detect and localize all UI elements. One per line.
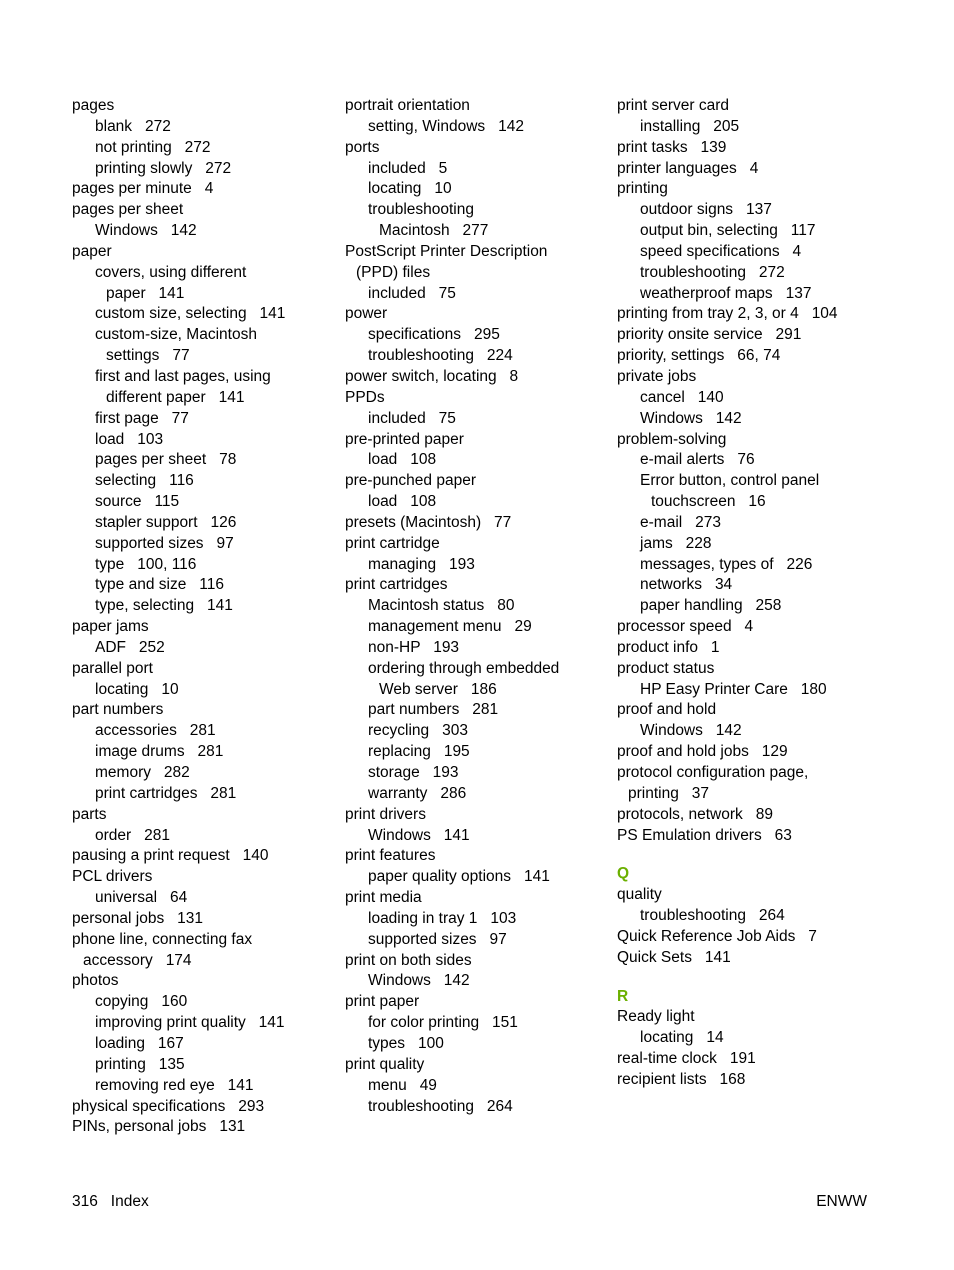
index-entry: parallel port — [72, 659, 153, 677]
index-letter-heading: R — [617, 987, 629, 1005]
index-subentry: load 108 — [368, 493, 437, 511]
index-subentry: supported sizes 97 — [95, 534, 234, 552]
index-entry: proof and hold jobs 129 — [617, 743, 788, 761]
index-subentry: included 75 — [368, 284, 456, 302]
index-entry: photos — [72, 972, 119, 990]
index-subentry: Web server 186 — [379, 680, 497, 698]
index-subentry: output bin, selecting 117 — [640, 222, 816, 240]
index-subentry: loading in tray 1 103 — [368, 909, 517, 927]
index-subentry: management menu 29 — [368, 618, 532, 636]
index-subentry: specifications 295 — [368, 326, 500, 344]
index-subentry: messages, types of 226 — [640, 555, 813, 573]
index-entry: PCL drivers — [72, 868, 153, 886]
index-subentry: troubleshooting 264 — [640, 907, 785, 925]
index-subentry: weatherproof maps 137 — [640, 284, 812, 302]
index-subentry: non-HP 193 — [368, 638, 460, 656]
index-entry: product info 1 — [617, 638, 720, 656]
index-subentry: jams 228 — [640, 534, 712, 552]
index-letter-heading: Q — [617, 865, 630, 883]
index-subentry: included 75 — [368, 409, 456, 427]
index-subentry: Windows 142 — [368, 972, 470, 990]
index-entry: protocol configuration page, — [617, 764, 809, 781]
index-subentry: memory 282 — [95, 764, 190, 781]
index-entry: physical specifications 293 — [72, 1097, 265, 1115]
index-entry: phone line, connecting fax — [72, 930, 253, 948]
index-subentry: Windows 142 — [640, 409, 742, 427]
index-subentry: source 115 — [95, 493, 180, 511]
index-subentry: Macintosh 277 — [379, 222, 489, 240]
index-entry: recipient lists 168 — [617, 1070, 746, 1088]
index-subentry: type, selecting 141 — [95, 597, 233, 615]
index-subentry: improving print quality 141 — [95, 1014, 285, 1032]
index-entry: protocols, network 89 — [617, 805, 773, 823]
index-subentry: paper handling 258 — [640, 597, 782, 615]
index-subentry: troubleshooting 224 — [368, 347, 513, 365]
index-subentry: loading 167 — [95, 1034, 184, 1052]
index-entry: printing from tray 2, 3, or 4 104 — [617, 305, 838, 323]
index-subentry: troubleshooting 272 — [640, 263, 785, 281]
index-entry: pre-punched paper — [345, 472, 476, 490]
index-subentry: covers, using different — [95, 263, 247, 281]
index-entry: pages per sheet — [72, 201, 184, 219]
index-entry: print quality — [345, 1055, 425, 1073]
index-entry: power — [345, 305, 388, 323]
index-subentry: troubleshooting — [368, 201, 474, 219]
index-entry: ports — [345, 138, 380, 156]
index-subentry: blank 272 — [95, 117, 171, 135]
index-entry: accessory 174 — [83, 951, 192, 969]
index-subentry: Windows 141 — [368, 826, 470, 844]
index-subentry: paper quality options 141 — [368, 868, 550, 886]
index-entry: real-time clock 191 — [617, 1050, 756, 1068]
index-subentry: different paper 141 — [106, 388, 245, 406]
index-subentry: order 281 — [95, 826, 170, 844]
index-entry: PostScript Printer Description — [345, 242, 548, 260]
index-entry: print cartridge — [345, 534, 440, 552]
index-subentry: managing 193 — [368, 555, 475, 573]
index-subentry: Windows 142 — [640, 722, 742, 740]
index-entry: (PPD) files — [356, 263, 431, 281]
index-entry: print server card — [617, 97, 729, 114]
index-entry: problem-solving — [617, 430, 727, 448]
index-subentry: locating 10 — [368, 180, 452, 198]
index-subentry: universal 64 — [95, 889, 188, 907]
index-subentry: Windows 142 — [95, 222, 197, 240]
index-entry: paper jams — [72, 618, 149, 636]
index-subentry: HP Easy Printer Care 180 — [640, 680, 827, 698]
index-entry: priority onsite service 291 — [617, 326, 802, 344]
index-subentry: load 108 — [368, 451, 437, 469]
index-subentry: print cartridges 281 — [95, 784, 237, 802]
index-entry: quality — [617, 886, 662, 904]
index-subentry: first and last pages, using — [95, 367, 271, 385]
index-subentry: for color printing 151 — [368, 1014, 518, 1032]
index-subentry: replacing 195 — [368, 743, 470, 761]
index-subentry: troubleshooting 264 — [368, 1097, 513, 1115]
index-subentry: paper 141 — [106, 284, 185, 302]
index-entry: parts — [72, 805, 107, 823]
index-entry: proof and hold — [617, 701, 717, 719]
index-subentry: setting, Windows 142 — [368, 117, 524, 135]
index-subentry: first page 77 — [95, 409, 189, 427]
index-entry: print on both sides — [345, 951, 472, 969]
index-subentry: cancel 140 — [640, 388, 724, 406]
page-footer-code: ENWW — [816, 1193, 867, 1210]
index-entry: print media — [345, 889, 422, 907]
index-subentry: types 100 — [368, 1034, 444, 1052]
index-subentry: locating 10 — [95, 680, 179, 698]
index-subentry: outdoor signs 137 — [640, 201, 772, 219]
index-entry: printing 37 — [628, 784, 709, 802]
index-subentry: type 100, 116 — [95, 555, 197, 573]
index-subentry: locating 14 — [640, 1029, 724, 1047]
index-column-3 — [617, 96, 885, 1091]
index-entry: priority, settings 66, 74 — [617, 347, 781, 365]
index-entry: part numbers — [72, 701, 164, 719]
index-column-2 — [345, 96, 613, 1117]
index-subentry: part numbers 281 — [368, 701, 499, 719]
index-subentry: ordering through embedded — [368, 659, 560, 677]
index-subentry: storage 193 — [368, 764, 459, 781]
index-entry: product status — [617, 659, 715, 677]
index-entry: PINs, personal jobs 131 — [72, 1118, 246, 1136]
index-subentry: speed specifications 4 — [640, 242, 802, 260]
index-entry: printing — [617, 180, 668, 198]
index-entry: PPDs — [345, 388, 385, 406]
index-entry: Ready light — [617, 1008, 695, 1026]
index-entry: pre-printed paper — [345, 430, 464, 448]
index-column-1 — [72, 96, 340, 1138]
index-entry: paper — [72, 242, 112, 260]
index-subentry: image drums 281 — [95, 743, 224, 761]
index-subentry: selecting 116 — [95, 472, 194, 490]
index-subentry: warranty 286 — [368, 784, 467, 802]
index-subentry: networks 34 — [640, 576, 733, 594]
index-entry: portrait orientation — [345, 97, 470, 114]
index-subentry: Macintosh status 80 — [368, 597, 515, 615]
index-subentry: removing red eye 141 — [95, 1076, 254, 1094]
index-subentry: installing 205 — [640, 117, 740, 135]
index-entry: private jobs — [617, 367, 697, 385]
page-footer-number: 316 Index — [72, 1193, 149, 1210]
index-subentry: not printing 272 — [95, 138, 211, 156]
index-entry: print features — [345, 847, 436, 865]
index-subentry: printing 135 — [95, 1055, 185, 1073]
index-entry: Quick Sets 141 — [617, 948, 731, 966]
index-subentry: supported sizes 97 — [368, 930, 507, 948]
index-entry: power switch, locating 8 — [345, 367, 519, 385]
index-subentry: included 5 — [368, 159, 448, 177]
index-subentry: e-mail alerts 76 — [640, 451, 755, 469]
index-entry: print paper — [345, 993, 420, 1011]
index-entry: print drivers — [345, 805, 426, 823]
index-entry: presets (Macintosh) 77 — [345, 513, 512, 531]
index-entry: pages per minute 4 — [72, 180, 214, 198]
index-subentry: stapler support 126 — [95, 513, 237, 531]
index-entry: pages — [72, 97, 115, 114]
index-entry: PS Emulation drivers 63 — [617, 826, 792, 844]
index-subentry: custom size, selecting 141 — [95, 305, 286, 323]
index-entry: processor speed 4 — [617, 618, 754, 636]
index-subentry: recycling 303 — [368, 722, 468, 740]
index-subentry: settings 77 — [106, 347, 190, 365]
index-entry: pausing a print request 140 — [72, 847, 269, 865]
index-subentry: printing slowly 272 — [95, 159, 232, 177]
index-entry: print cartridges — [345, 576, 448, 594]
index-subentry: type and size 116 — [95, 576, 224, 594]
index-subentry: menu 49 — [368, 1076, 437, 1094]
index-subentry: touchscreen 16 — [651, 493, 766, 511]
index-subentry: accessories 281 — [95, 722, 216, 740]
index-entry: printer languages 4 — [617, 159, 759, 177]
index-subentry: Error button, control panel — [640, 472, 820, 490]
index-subentry: e-mail 273 — [640, 513, 721, 531]
index-entry: Quick Reference Job Aids 7 — [617, 927, 817, 945]
index-subentry: load 103 — [95, 430, 164, 448]
index-subentry: custom-size, Macintosh — [95, 326, 257, 344]
index-subentry: copying 160 — [95, 993, 188, 1011]
index-entry: print tasks 139 — [617, 138, 727, 156]
index-subentry: pages per sheet 78 — [95, 451, 237, 469]
index-subentry: ADF 252 — [95, 638, 165, 656]
index-entry: personal jobs 131 — [72, 909, 203, 927]
